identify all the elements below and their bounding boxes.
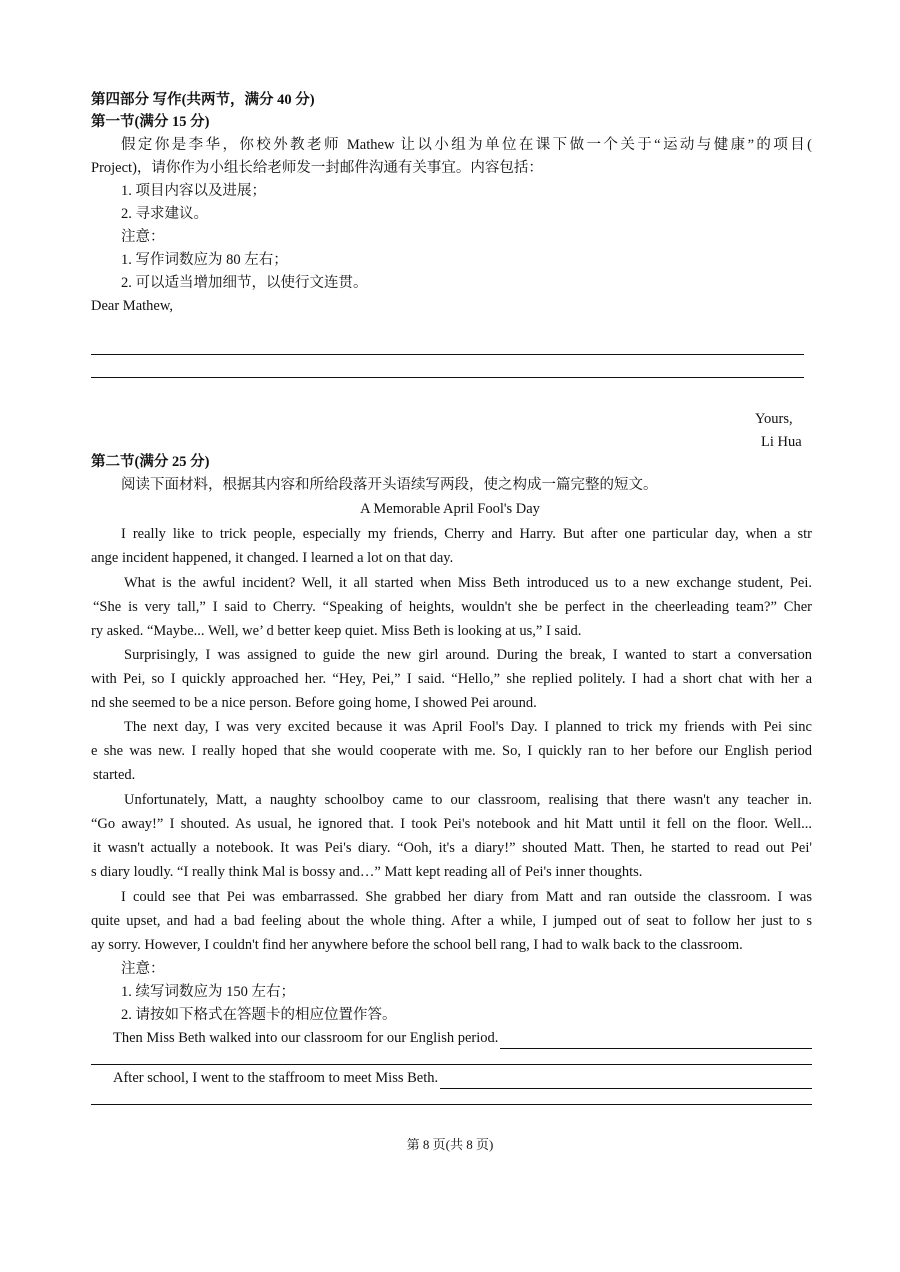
story-line: ry asked. “Maybe... Well, we’ d better keep quiet. Miss Beth is looking at us,” I said. bbox=[91, 623, 582, 639]
story-line: it wasn't actually a notebook. It was Pei's diary. “Ooh, it's a diary!” shouted Matt. Then, he started to read out Pei' bbox=[93, 840, 812, 856]
story-line: What is the awful incident? Well, it all started when Miss Beth introduced us to a new exchange student, Pei. bbox=[124, 575, 812, 591]
answer-line bbox=[91, 354, 804, 355]
story-line: ay sorry. However, I couldn't find her anywhere before the school bell rang, I had to walk back to the classroom. bbox=[91, 937, 743, 953]
part2-instruction: 阅读下面材料，根据其内容和所给段落开头语续写两段，使之构成一篇完整的短文。 bbox=[121, 477, 658, 493]
story-line: quite upset, and had a bad feeling about the whole thing. After a while, I jumped out of seat to follow her just to s bbox=[91, 913, 812, 929]
page-footer: 第 8 页(共 8 页) bbox=[406, 1137, 494, 1152]
part2-notes-label: 注意： bbox=[121, 961, 165, 977]
part1-heading: 第一节(满分 15 分) bbox=[91, 114, 210, 130]
story-line: started. bbox=[93, 767, 136, 783]
para2-start-row bbox=[113, 1067, 812, 1089]
section-heading: 第四部分 写作(共两节，满分 40 分) bbox=[91, 92, 315, 108]
part1-prompt-line2: Project)，请你作为小组长给老师发一封邮件沟通有关事宜。内容包括： bbox=[91, 160, 543, 176]
part2-note-1: 1. 续写词数应为 150 左右； bbox=[121, 984, 295, 1000]
story-line: I really like to trick people, especially my friends, Cherry and Harry. But after one particular day, when a str bbox=[121, 526, 812, 542]
answer-line bbox=[91, 1064, 812, 1065]
story-line: ange incident happened, it changed. I learned a lot on that day. bbox=[91, 550, 454, 566]
story-line: The next day, I was very excited because it was April Fool's Day. I planned to trick my friends with Pei sinc bbox=[124, 719, 812, 735]
answer-blank bbox=[500, 1033, 812, 1049]
letter-signature: Li Hua bbox=[761, 434, 802, 450]
part1-item-2: 2. 寻求建议。 bbox=[121, 206, 208, 222]
part1-note-2: 2. 可以适当增加细节，以使行文连贯。 bbox=[121, 275, 368, 291]
part1-prompt-line1: 假定你是李华，你校外教老师 Mathew 让以小组为单位在课下做一个关于“运动与健康”的项目( bbox=[121, 137, 812, 153]
story-title: A Memorable April Fool's Day bbox=[360, 501, 540, 517]
part1-note-1: 1. 写作词数应为 80 左右； bbox=[121, 252, 288, 268]
story-line: I could see that Pei was embarrassed. She grabbed her diary from Matt and ran outside the classroom. I was bbox=[121, 889, 812, 905]
para1-start-text: Then Miss Beth walked into our classroom for our English period. bbox=[113, 1030, 499, 1046]
answer-line bbox=[91, 377, 804, 378]
part2-heading: 第二节(满分 25 分) bbox=[91, 454, 210, 470]
story-line: nd she seemed to be a nice person. Before going home, I showed Pei around. bbox=[91, 695, 537, 711]
answer-blank bbox=[440, 1073, 812, 1089]
letter-closing: Yours, bbox=[755, 411, 793, 427]
story-line: e she was new. I really hoped that she would cooperate with me. So, I quickly ran to her before our English period bbox=[91, 743, 812, 759]
part1-item-1: 1. 项目内容以及进展； bbox=[121, 183, 266, 199]
story-line: with Pei, so I quickly approached her. “Hey, Pei,” I said. “Hello,” she replied politely. I had a short chat with her a bbox=[91, 671, 812, 687]
part2-note-2: 2. 请按如下格式在答题卡的相应位置作答。 bbox=[121, 1007, 397, 1023]
story-line: “Go away!” I shouted. As usual, he ignored that. I took Pei's notebook and hit Matt until it fell on the floor. Well... bbox=[91, 816, 812, 832]
story-line: s diary loudly. “I really think Mal is bossy and…” Matt kept reading all of Pei's inner thoughts. bbox=[91, 864, 643, 880]
answer-line bbox=[91, 1104, 812, 1105]
story-line: Unfortunately, Matt, a naughty schoolboy came to our classroom, realising that there wasn't any teacher in. bbox=[124, 792, 812, 808]
para1-start-row bbox=[113, 1027, 812, 1049]
letter-salutation: Dear Mathew, bbox=[91, 298, 173, 314]
para2-start-text: After school, I went to the staffroom to meet Miss Beth. bbox=[113, 1070, 439, 1086]
story-line: Surprisingly, I was assigned to guide the new girl around. During the break, I wanted to start a conversation bbox=[124, 647, 812, 663]
part1-notes-label: 注意： bbox=[121, 229, 165, 245]
story-line: “She is very tall,” I said to Cherry. “Speaking of heights, wouldn't she be perfect in the cheerleading team?” Cher bbox=[93, 599, 812, 615]
